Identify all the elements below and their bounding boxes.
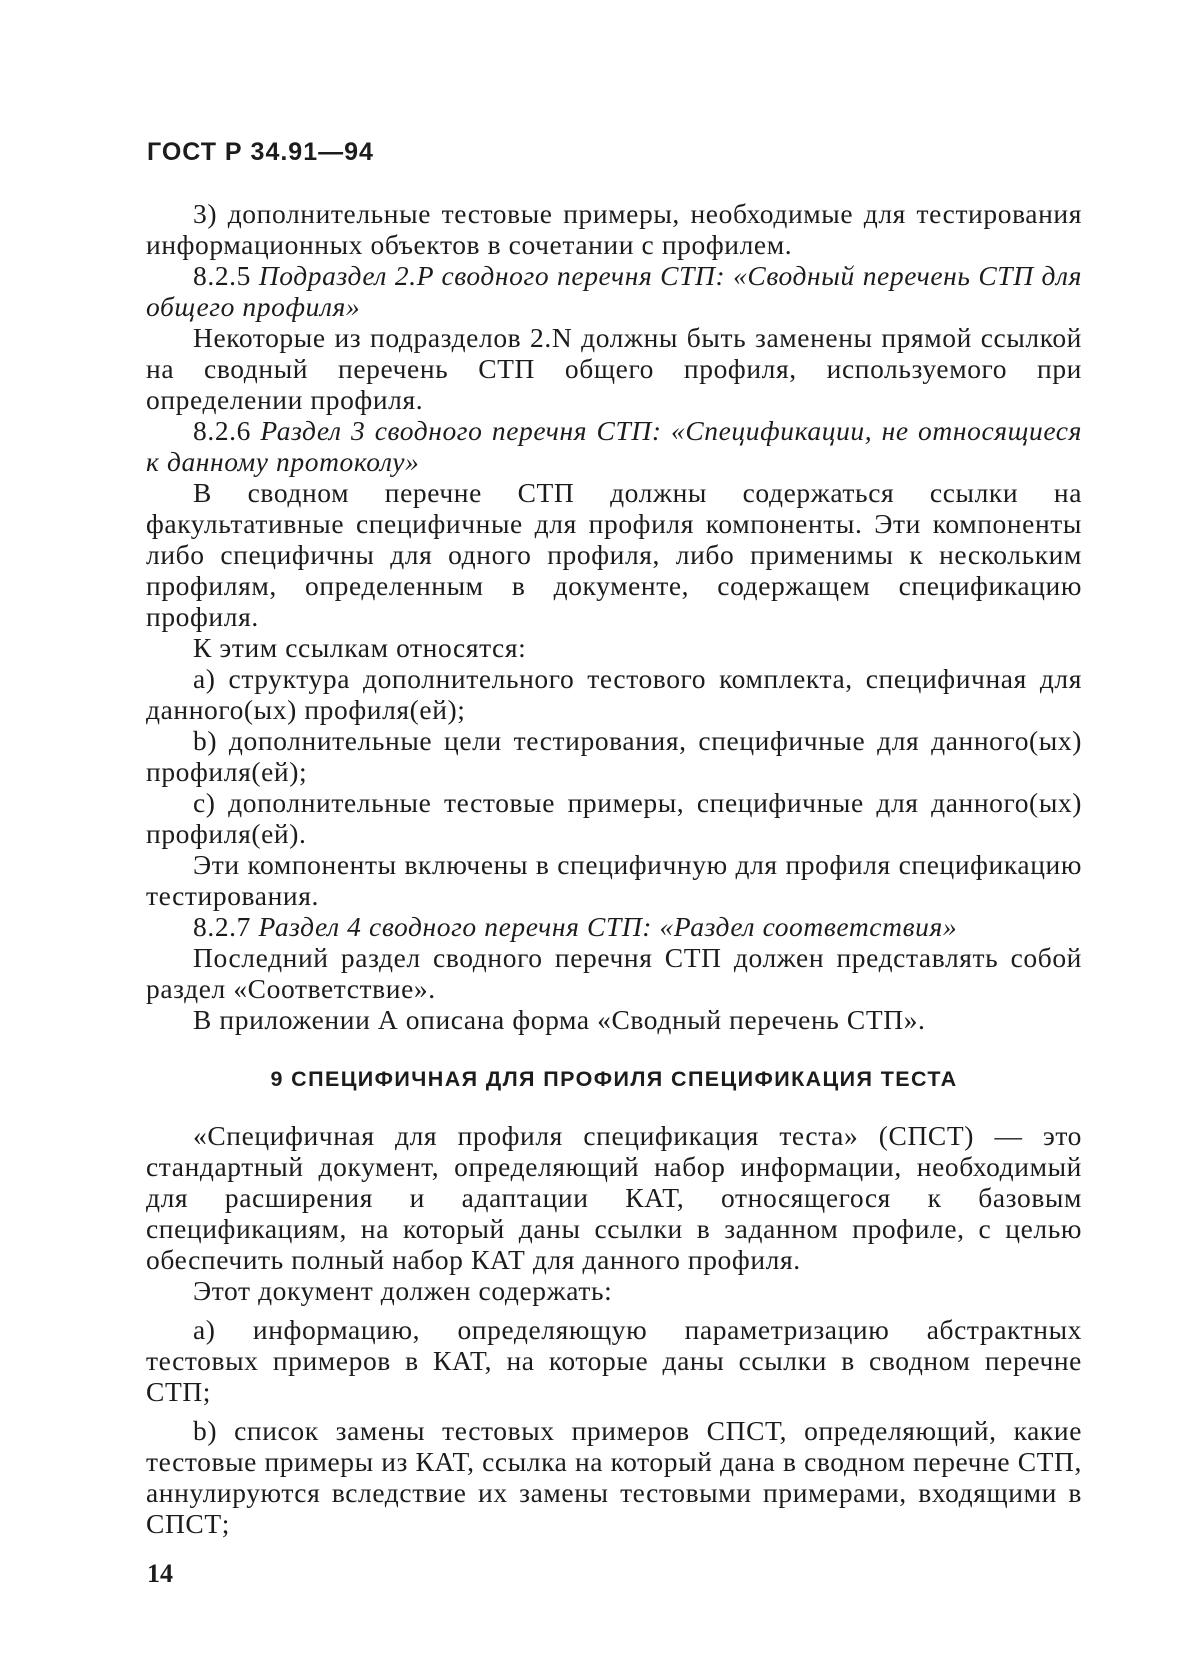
list-item-b: b) список замены тестовых примеров СПСТ, определяющий, какие тестовые примеры из КАТ, ссылка на который дана в сводном перечне СТП, аннулируются вследствие их замены тестовыми примерами, входящими в СПСТ;: [146, 1415, 1082, 1539]
list-item-c: c) дополнительные тестовые примеры, специфичные для данного(ых) профиля(ей).: [146, 787, 1082, 849]
paragraph: В приложении А описана форма «Сводный перечень СТП».: [193, 1004, 926, 1035]
spacer: [146, 1407, 1082, 1415]
list-item-a: a) структура дополнительного тестового комплекта, специфичная для данного(ых) профиля(ей);: [146, 663, 1082, 725]
document-body: [146, 198, 1082, 1539]
section-9-title: 9 СПЕЦИФИЧНАЯ ДЛЯ ПРОФИЛЯ СПЕЦИФИКАЦИЯ ТЕСТА: [270, 1067, 958, 1091]
list-item-3: 3) дополнительные тестовые примеры, необходимые для тестирования информационных объектов в сочетании с профилем.: [146, 198, 1082, 260]
paragraph: Этот документ должен содержать:: [193, 1275, 613, 1306]
paragraph: В сводном перечне СТП должны содержаться ссылки на факультативные специфичные для профиля компоненты. Эти компоненты либо специфичны для одного профиля, либо применимы к нескольким профилям, определенным в документе, содержащем спецификацию профиля.: [146, 477, 1082, 632]
list-item-b: b) дополнительные цели тестирования, специфичные для данного(ых) профиля(ей);: [146, 725, 1082, 787]
subsection-heading-8-2-7: 8.2.7 Раздел 4 сводного перечня СТП: «Раздел соответствия»: [193, 911, 958, 942]
subsection-heading-8-2-5: 8.2.5 Подраздел 2.P сводного перечня СТП: «Сводный перечень СТП для общего профиля»: [146, 260, 1082, 322]
paragraph: К этим ссылкам относятся:: [193, 632, 527, 663]
paragraph: Эти компоненты включены в специфичную для профиля спецификацию тестирования.: [146, 849, 1082, 911]
list-item-a: a) информацию, определяющую параметризацию абстрактных тестовых примеров в КАТ, на которые даны ссылки в сводном перечне СТП;: [146, 1314, 1082, 1407]
document-code-header: ГОСТ Р 34.91—94: [147, 138, 374, 166]
page-number: 14: [147, 1559, 173, 1588]
spacer: [146, 1306, 1082, 1314]
paragraph: Последний раздел сводного перечня СТП должен представлять собой раздел «Соответствие».: [146, 942, 1082, 1004]
paragraph: Некоторые из подразделов 2.N должны быть заменены прямой ссылкой на сводный перечень СТП общего профиля, используемого при определении профиля.: [146, 322, 1082, 415]
subsection-heading-8-2-6: 8.2.6 Раздел 3 сводного перечня СТП: «Спецификации, не относящиеся к данному протоколу»: [146, 415, 1082, 477]
paragraph: «Специфичная для профиля спецификация теста» (СПСТ) — это стандартный документ, определяющий набор информации, необходимый для расширения и адаптации КАТ, относящегося к базовым спецификациям, на который даны ссылки в заданном профиле, с целью обеспечить полный набор КАТ для данного профиля.: [146, 1120, 1082, 1275]
